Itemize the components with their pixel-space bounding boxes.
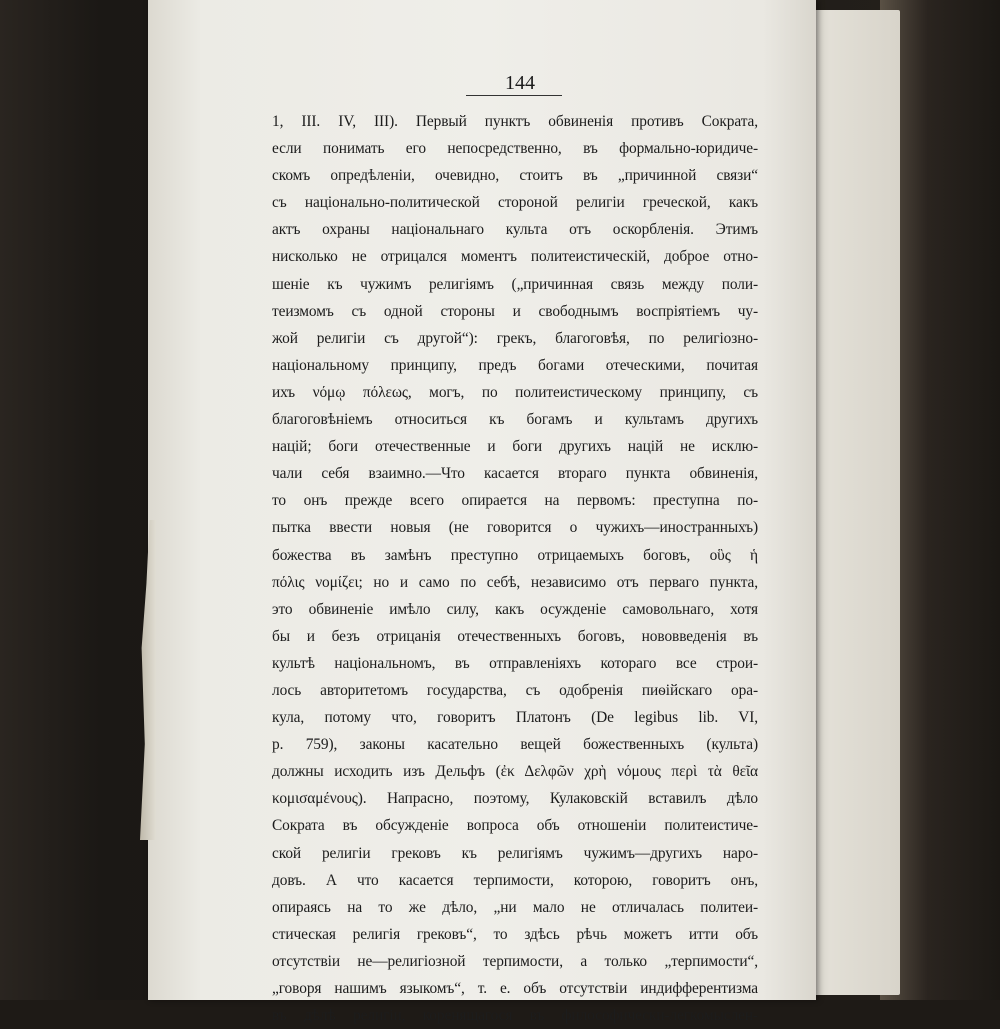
- text-line: лось авторитетомъ государства, съ одобренія пиѳійскаго ора-: [272, 681, 758, 699]
- text-line: кула, потому что, говоритъ Платонъ (De legibus lib. VI,: [272, 709, 758, 727]
- text-line: это обвиненіе имѣло силу, какъ осужденіе самовольнаго, хотя: [272, 600, 758, 618]
- text-line: теизмомъ съ одной стороны и свободнымъ воспріятіемъ чу-: [272, 302, 758, 320]
- text-line: актъ охраны національнаго культа отъ оскорбленія. Этимъ: [272, 221, 758, 239]
- text-line: національному принципу, предъ богами отеческими, почитая: [272, 356, 758, 374]
- text-line: шеніе къ чужимъ религіямъ („причинная связь между поли-: [272, 275, 758, 293]
- text-line: пытка ввести новыя (не говорится о чужихъ—иностранныхъ): [272, 519, 758, 537]
- text-line: жой религіи съ другой“): грекъ, благоговѣя, по религіозно-: [272, 329, 758, 347]
- text-line: культѣ національномъ, въ отправленіяхъ котораго все строи-: [272, 654, 758, 672]
- text-line: божества въ замѣнъ преступно отрицаемыхъ боговъ, οὓς ἡ: [272, 546, 758, 564]
- text-line: если понимать его непосредственно, въ формально-юридиче-: [272, 140, 758, 158]
- text-line: чали себя взаимно.—Что касается втораго пункта обвиненія,: [272, 465, 758, 483]
- body-text: [272, 108, 758, 1029]
- text-line: стическая религія грековъ“, то здѣсь рѣчь можетъ итти объ: [272, 925, 758, 943]
- text-line: скомъ опредѣленіи, очевидно, стоитъ въ „причинной связи“: [272, 167, 758, 185]
- text-line: должны исходить изъ Дельфъ (ἐκ Δελφῶν χρὴ νόμους περὶ τὰ θεῖα: [272, 763, 758, 781]
- text-line: ихъ νόμῳ πόλεως, могъ, по политеистическому принципу, съ: [272, 383, 758, 401]
- text-line: довъ. А что касается терпимости, которою, говоритъ онъ,: [272, 871, 758, 889]
- text-line: Сократа въ обсужденіе вопроса объ отношеніи политеистиче-: [272, 817, 758, 835]
- text-line: отсутствіи не—религіозной терпимости, а только „терпимости“,: [272, 952, 758, 970]
- text-line: p. 759), законы касательно вещей божественныхъ (культа): [272, 736, 758, 754]
- text-line: благоговѣніемъ относиться къ богамъ и культамъ другихъ: [272, 411, 758, 429]
- text-line: ской религіи грековъ къ религіямъ чужимъ—другихъ наро-: [272, 844, 758, 862]
- text-line: нисколько не отрицался моментъ политеистическій, доброе отно-: [272, 248, 758, 266]
- text-line: πόλις νομίζει; но и само по себѣ, независимо отъ перваго пункта,: [272, 573, 758, 591]
- text-line: 1, III. IV, III). Первый пунктъ обвиненія противъ Сократа,: [272, 113, 758, 130]
- text-line: κομισαμένους). Напрасно, поэтому, Кулаковскій вставилъ дѣло: [272, 790, 758, 808]
- text-line: опираясь на то же дѣло, „ни мало не отличалась политеи-: [272, 898, 758, 916]
- page-number-rule: [466, 95, 562, 96]
- text-line: „говоря нашимъ языкомъ“, т. е. объ отсутствіи индифферентизма: [272, 980, 758, 997]
- page-number: 144: [505, 72, 535, 94]
- text-line: то онъ прежде всего опирается на первомъ: преступна по-: [272, 492, 758, 510]
- text-line: націй; боги отечественные и боги другихъ націй не исклю-: [272, 438, 758, 456]
- text-line: въ дѣлѣ религіи, коренящагося въ философически-легкомыслен-: [272, 1007, 758, 1025]
- text-line: бы и безъ отрицанія отечественныхъ боговъ, нововведенія въ: [272, 627, 758, 645]
- text-line: съ національно-политической стороной религіи греческой, какъ: [272, 194, 758, 212]
